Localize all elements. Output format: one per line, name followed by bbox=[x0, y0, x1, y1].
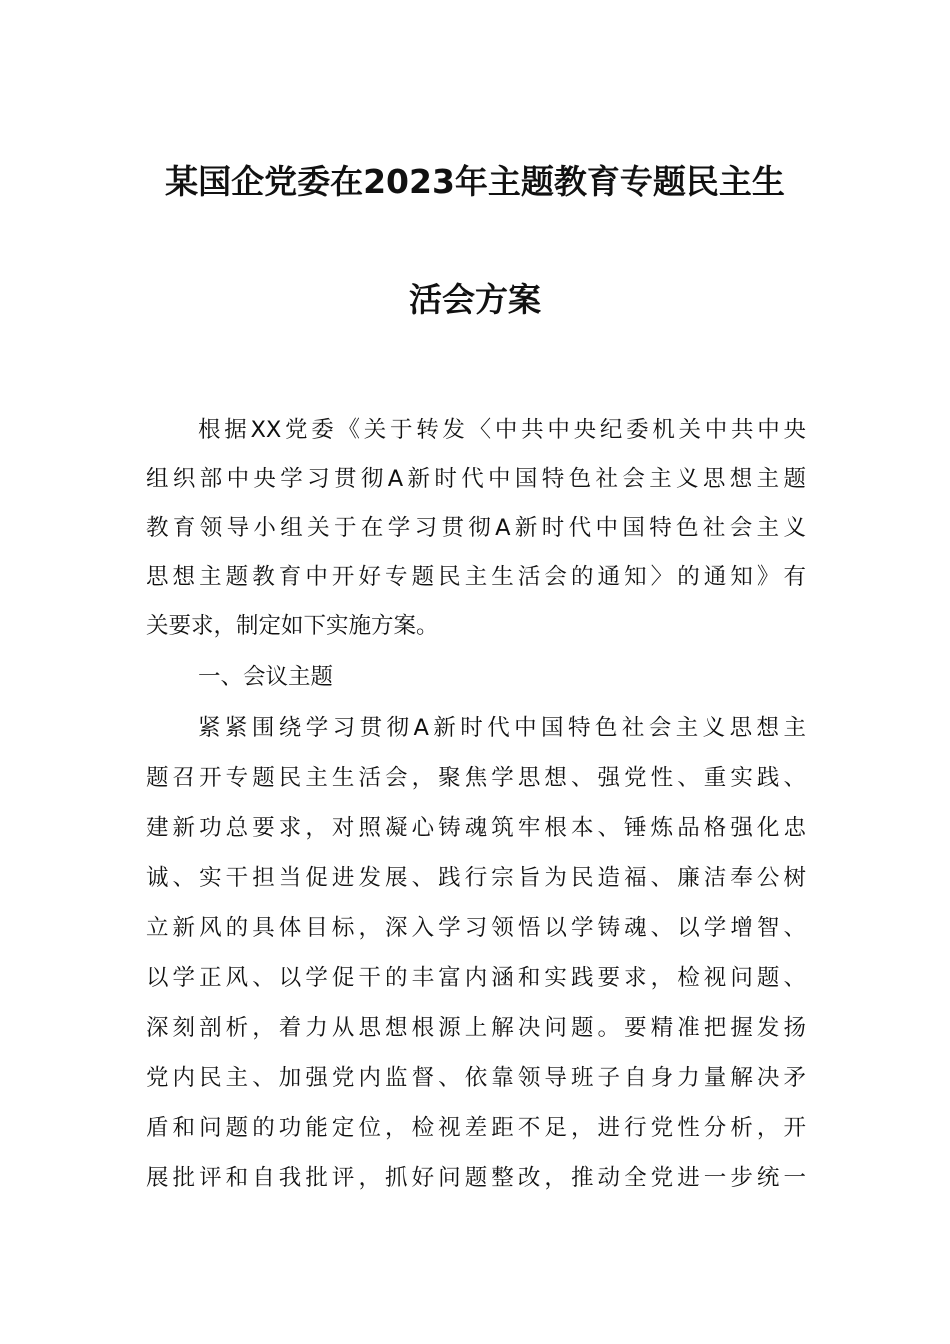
section-paragraph-line: 盾和问题的功能定位，检视差距不足，进行党性分析，开 bbox=[146, 1115, 806, 1141]
section-paragraph-line: 诚、实干担当促进发展、践行宗旨为民造福、廉洁奉公树 bbox=[146, 865, 806, 891]
section-paragraph-line: 建新功总要求，对照凝心铸魂筑牢根本、锤炼品格强化忠 bbox=[146, 815, 806, 841]
section-paragraph-line: 深刻剖析，着力从思想根源上解决问题。要精准把握发扬 bbox=[146, 1015, 806, 1041]
intro-paragraph-line: 思想主题教育中开好专题民主生活会的通知〉的通知》有 bbox=[146, 564, 806, 590]
intro-paragraph-line: 组织部中央学习贯彻A新时代中国特色社会主义思想主题 bbox=[146, 466, 806, 492]
document-title-line-1: 某国企党委在2023年主题教育专题民主生 bbox=[165, 162, 785, 201]
section-paragraph-line: 以学正风、以学促干的丰富内涵和实践要求，检视问题、 bbox=[146, 965, 806, 991]
document-title-line-2: 活会方案 bbox=[409, 280, 541, 319]
section-paragraph-line: 紧紧围绕学习贯彻A新时代中国特色社会主义思想主 bbox=[198, 715, 806, 741]
intro-paragraph-line: 根据XX党委《关于转发〈中共中央纪委机关中共中央 bbox=[198, 417, 806, 443]
section-paragraph-line: 题召开专题民主生活会，聚焦学思想、强党性、重实践、 bbox=[146, 765, 806, 791]
section-paragraph-line: 展批评和自我批评，抓好问题整改，推动全党进一步统一 bbox=[146, 1165, 806, 1191]
section-paragraph-line: 党内民主、加强党内监督、依靠领导班子自身力量解决矛 bbox=[146, 1065, 806, 1091]
section-paragraph-line: 立新风的具体目标，深入学习领悟以学铸魂、以学增智、 bbox=[146, 915, 806, 941]
intro-paragraph-line: 关要求，制定如下实施方案。 bbox=[146, 613, 439, 639]
section-heading: 一、会议主题 bbox=[198, 664, 334, 690]
intro-paragraph-line: 教育领导小组关于在学习贯彻A新时代中国特色社会主义 bbox=[146, 515, 806, 541]
